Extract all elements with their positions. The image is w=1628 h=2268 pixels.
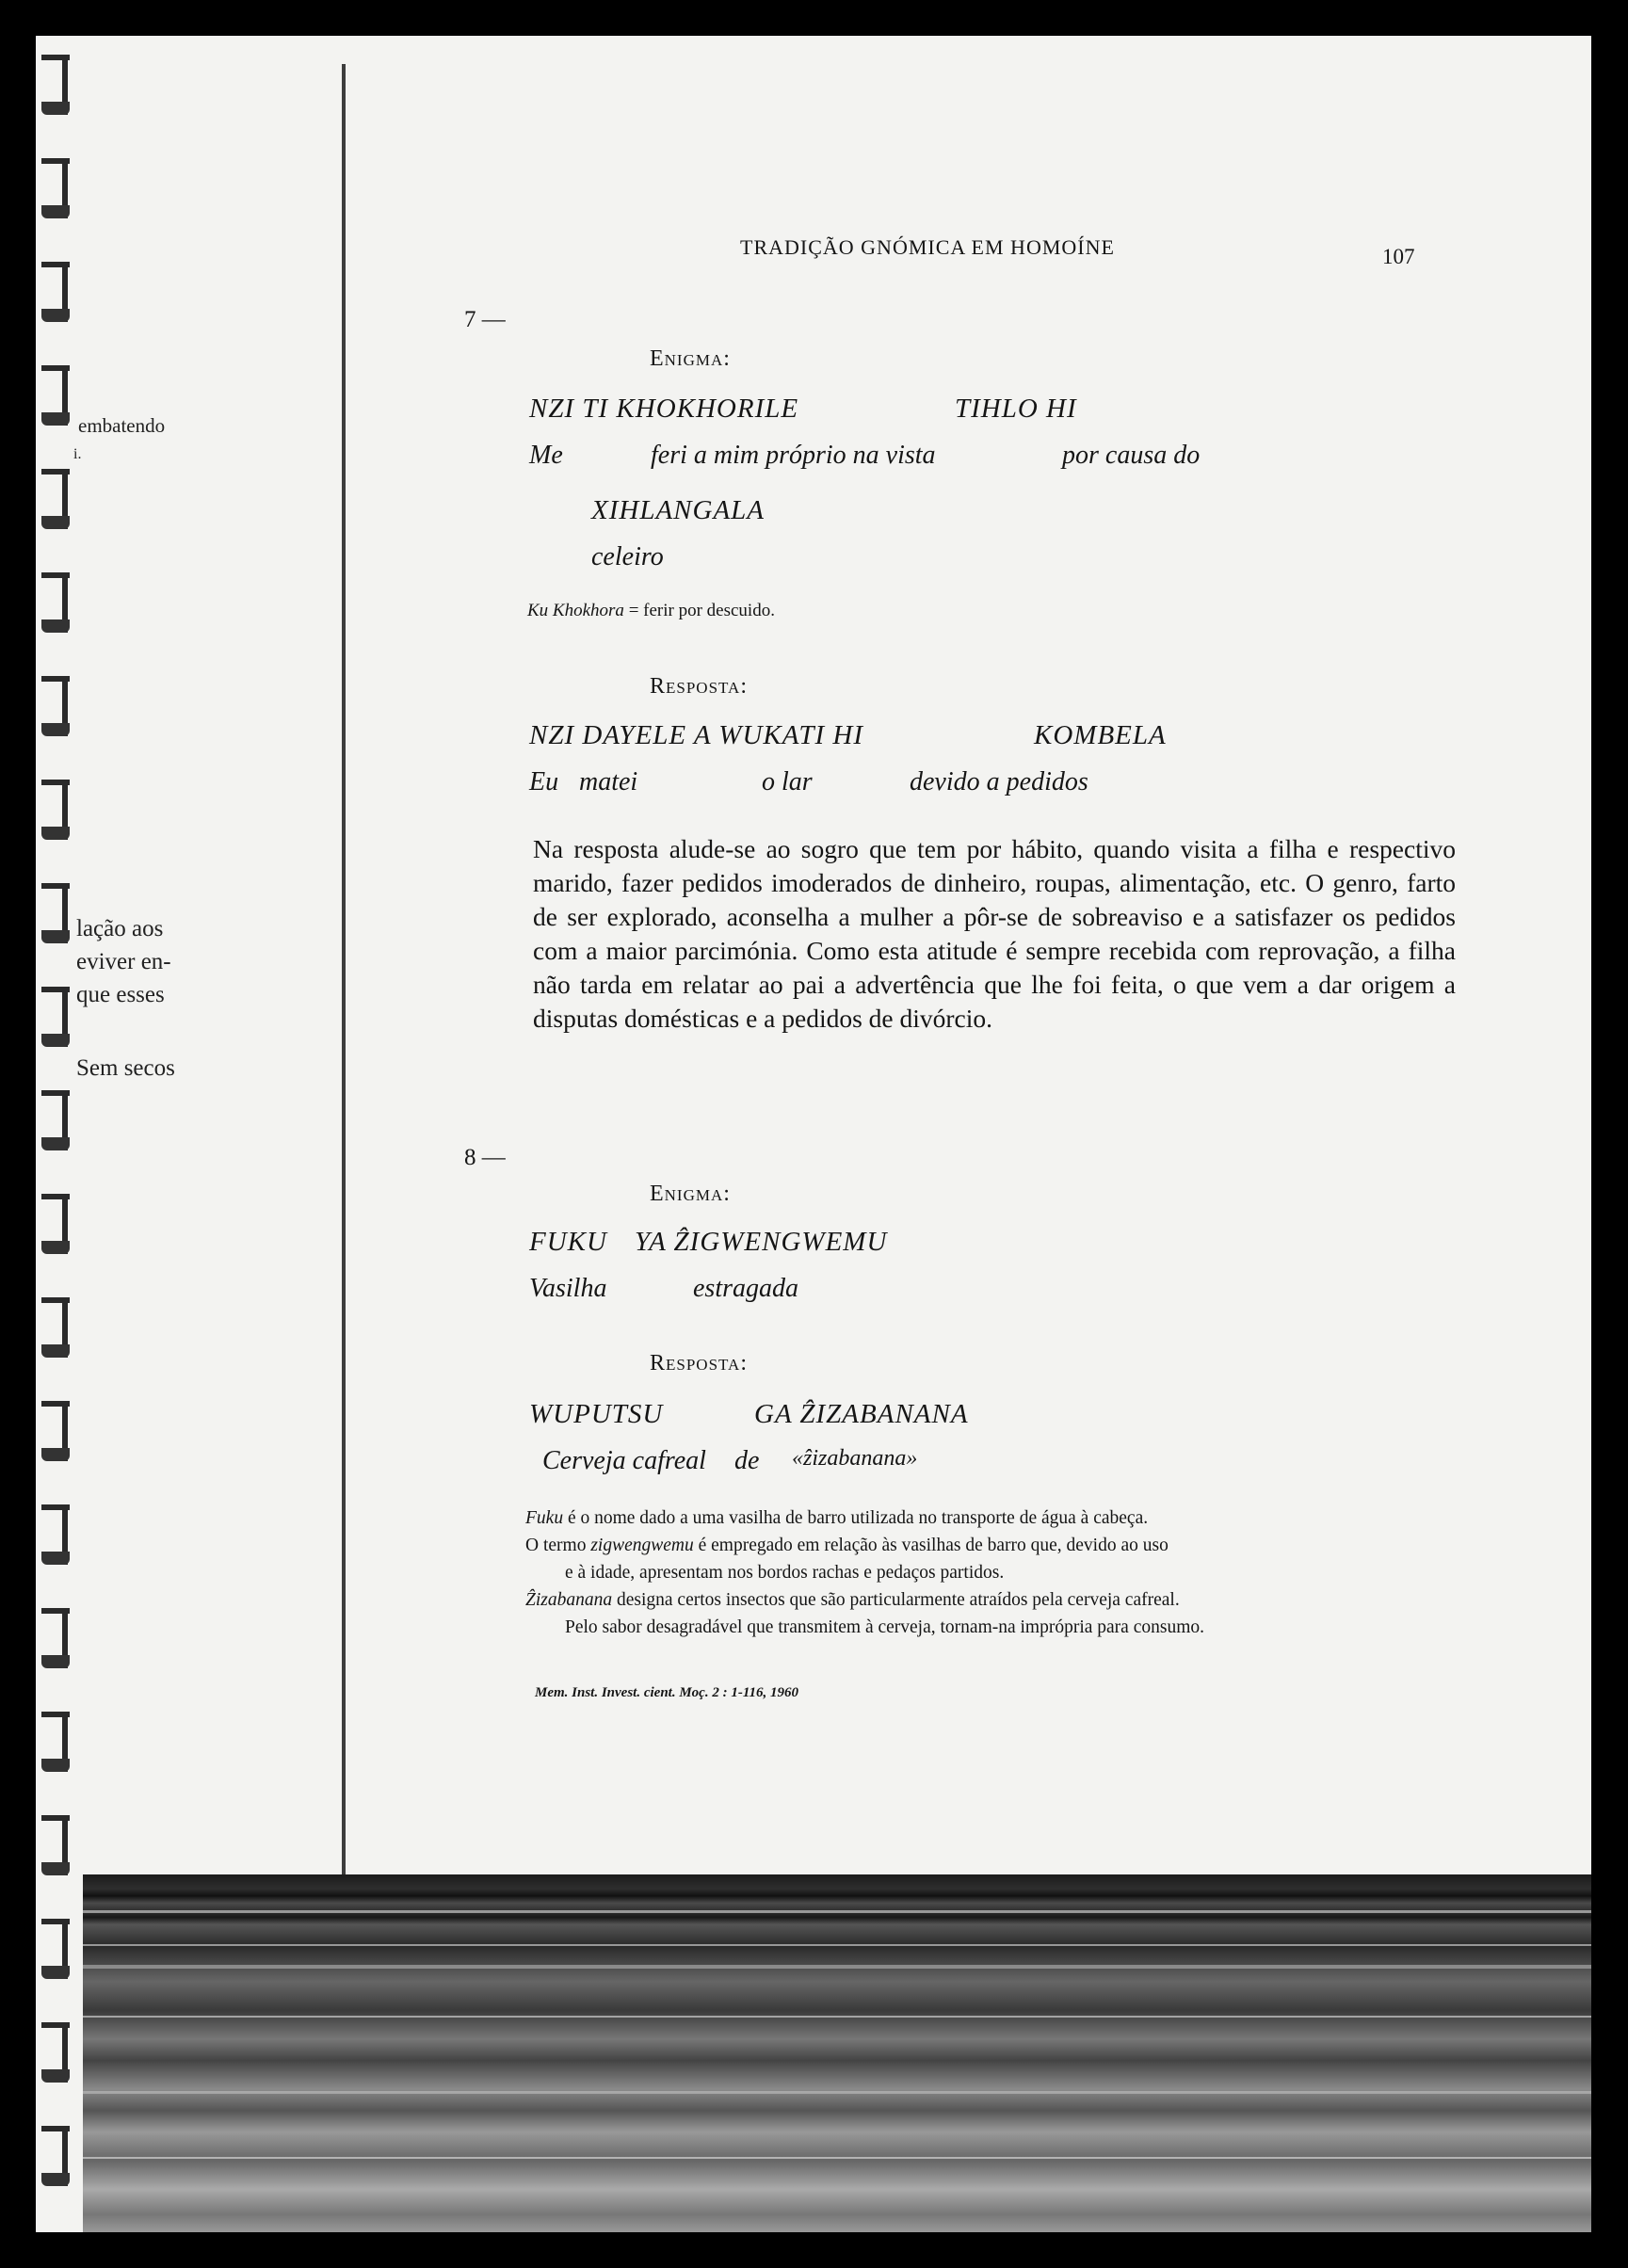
enigma-label: Enigma: — [650, 346, 731, 371]
explanation-paragraph — [533, 832, 1456, 1036]
prev-page-fragment: lação aos — [76, 916, 164, 941]
binding-ring — [41, 2022, 73, 2083]
answer-text: WUPUTSU — [529, 1399, 664, 1429]
gloss-text: de — [734, 1446, 760, 1475]
binding-ring — [41, 1712, 73, 1772]
footnote: Ku Khokhora = ferir por descuido. — [527, 601, 775, 620]
gloss-text: o lar — [762, 767, 813, 796]
enigma-text: XIHLANGALA — [591, 495, 765, 525]
note-line: Ẑizabanana designa certos insectos que são particularmente atraídos pela cerveja cafreal. — [525, 1590, 1180, 1610]
answer-text: GA ẐIZABANANA — [754, 1399, 969, 1429]
binding-ring — [41, 158, 73, 218]
journal-citation: Mem. Inst. Invest. cient. Moç. 2 : 1-116, 1960 — [535, 1685, 798, 1700]
prev-page-fragment: Sem secos — [76, 1055, 175, 1081]
spiral-binding — [36, 36, 73, 2232]
explanation-text: Na resposta alude-se ao sogro que tem por hábito, quando visita a filha e respectivo marido, fazer pedidos imoderados de dinheiro, roupas, alimentação, etc. O genro, farto de ser explorado, aconselha a mulher a pôr-se de sobreaviso e a satisfazer os pedidos com a maior parcimónia. Como esta atitude é sempre recebida com reprovação, a filha não tarda em relatar ao pai a advertência que lhe foi feita, o que vem a dar origem a disputas domésticas e a pedidos de divórcio. — [533, 834, 1456, 1033]
entry-number: 7 — — [464, 307, 506, 332]
binding-ring — [41, 1608, 73, 1668]
binding-ring — [41, 883, 73, 943]
binding-ring — [41, 1504, 73, 1565]
binding-ring — [41, 987, 73, 1047]
binding-ring — [41, 469, 73, 529]
enigma-label: Enigma: — [650, 1182, 731, 1206]
page-fold-line — [342, 64, 346, 1876]
binding-ring — [41, 780, 73, 840]
prev-page-fragment: i. — [73, 446, 82, 462]
gloss-text: devido a pedidos — [910, 767, 1088, 796]
scanned-page — [36, 36, 1591, 2232]
entry-number: 8 — — [464, 1145, 506, 1170]
running-header: TRADIÇÃO GNÓMICA EM HOMOÍNE — [740, 235, 1115, 259]
binding-ring — [41, 1919, 73, 1979]
enigma-text: NZI TI KHOKHORILE — [529, 394, 799, 424]
binding-ring — [41, 1401, 73, 1461]
gloss-text: feri a mim próprio na vista — [651, 441, 936, 470]
binding-ring — [41, 1815, 73, 1875]
note-line: e à idade, apresentam nos bordos rachas e pedaços partidos. — [565, 1563, 1005, 1583]
enigma-text: TIHLO HI — [955, 394, 1077, 424]
prev-page-fragment: eviver en- — [76, 949, 171, 974]
gloss-text: por causa do — [1062, 441, 1201, 470]
gloss-text: «ẑizabanana» — [792, 1446, 918, 1471]
binding-ring — [41, 1297, 73, 1358]
gloss-text: Eu — [529, 767, 559, 796]
prev-page-fragment: embatendo — [78, 414, 166, 437]
answer-text: NZI DAYELE A WUKATI HI — [529, 720, 864, 750]
note-line: Fuku é o nome dado a uma vasilha de barro utilizada no transporte de água à cabeça. — [525, 1508, 1149, 1528]
gloss-text: estragada — [693, 1274, 798, 1303]
entry-notes — [525, 1504, 1458, 1641]
gloss-text: matei — [579, 767, 638, 796]
prev-page-fragment: que esses — [76, 982, 165, 1007]
binding-ring — [41, 572, 73, 633]
page-number: 107 — [1382, 245, 1415, 268]
gloss-text: celeiro — [591, 542, 664, 571]
gloss-text: Me — [529, 441, 563, 470]
note-line: Pelo sabor desagradável que transmitem à cerveja, tornam-na imprópria para consumo. — [565, 1617, 1204, 1637]
gloss-text: Cerveja cafreal — [542, 1446, 706, 1475]
binding-ring — [41, 365, 73, 426]
binding-ring — [41, 1194, 73, 1254]
binding-ring — [41, 55, 73, 115]
answer-text: KOMBELA — [1034, 720, 1167, 750]
binding-ring — [41, 676, 73, 736]
answer-label: Resposta: — [650, 1351, 749, 1375]
binding-ring — [41, 262, 73, 322]
binding-ring — [41, 2126, 73, 2186]
answer-label: Resposta: — [650, 674, 749, 699]
note-line: O termo zigwengwemu é empregado em relação às vasilhas de barro que, devido ao uso — [525, 1536, 1169, 1555]
scanner-artifact — [83, 1874, 1591, 2232]
gloss-text: Vasilha — [529, 1274, 607, 1303]
enigma-text: FUKU — [529, 1227, 607, 1257]
binding-ring — [41, 1090, 73, 1150]
enigma-text: YA ẐIGWENGWEMU — [635, 1227, 888, 1257]
